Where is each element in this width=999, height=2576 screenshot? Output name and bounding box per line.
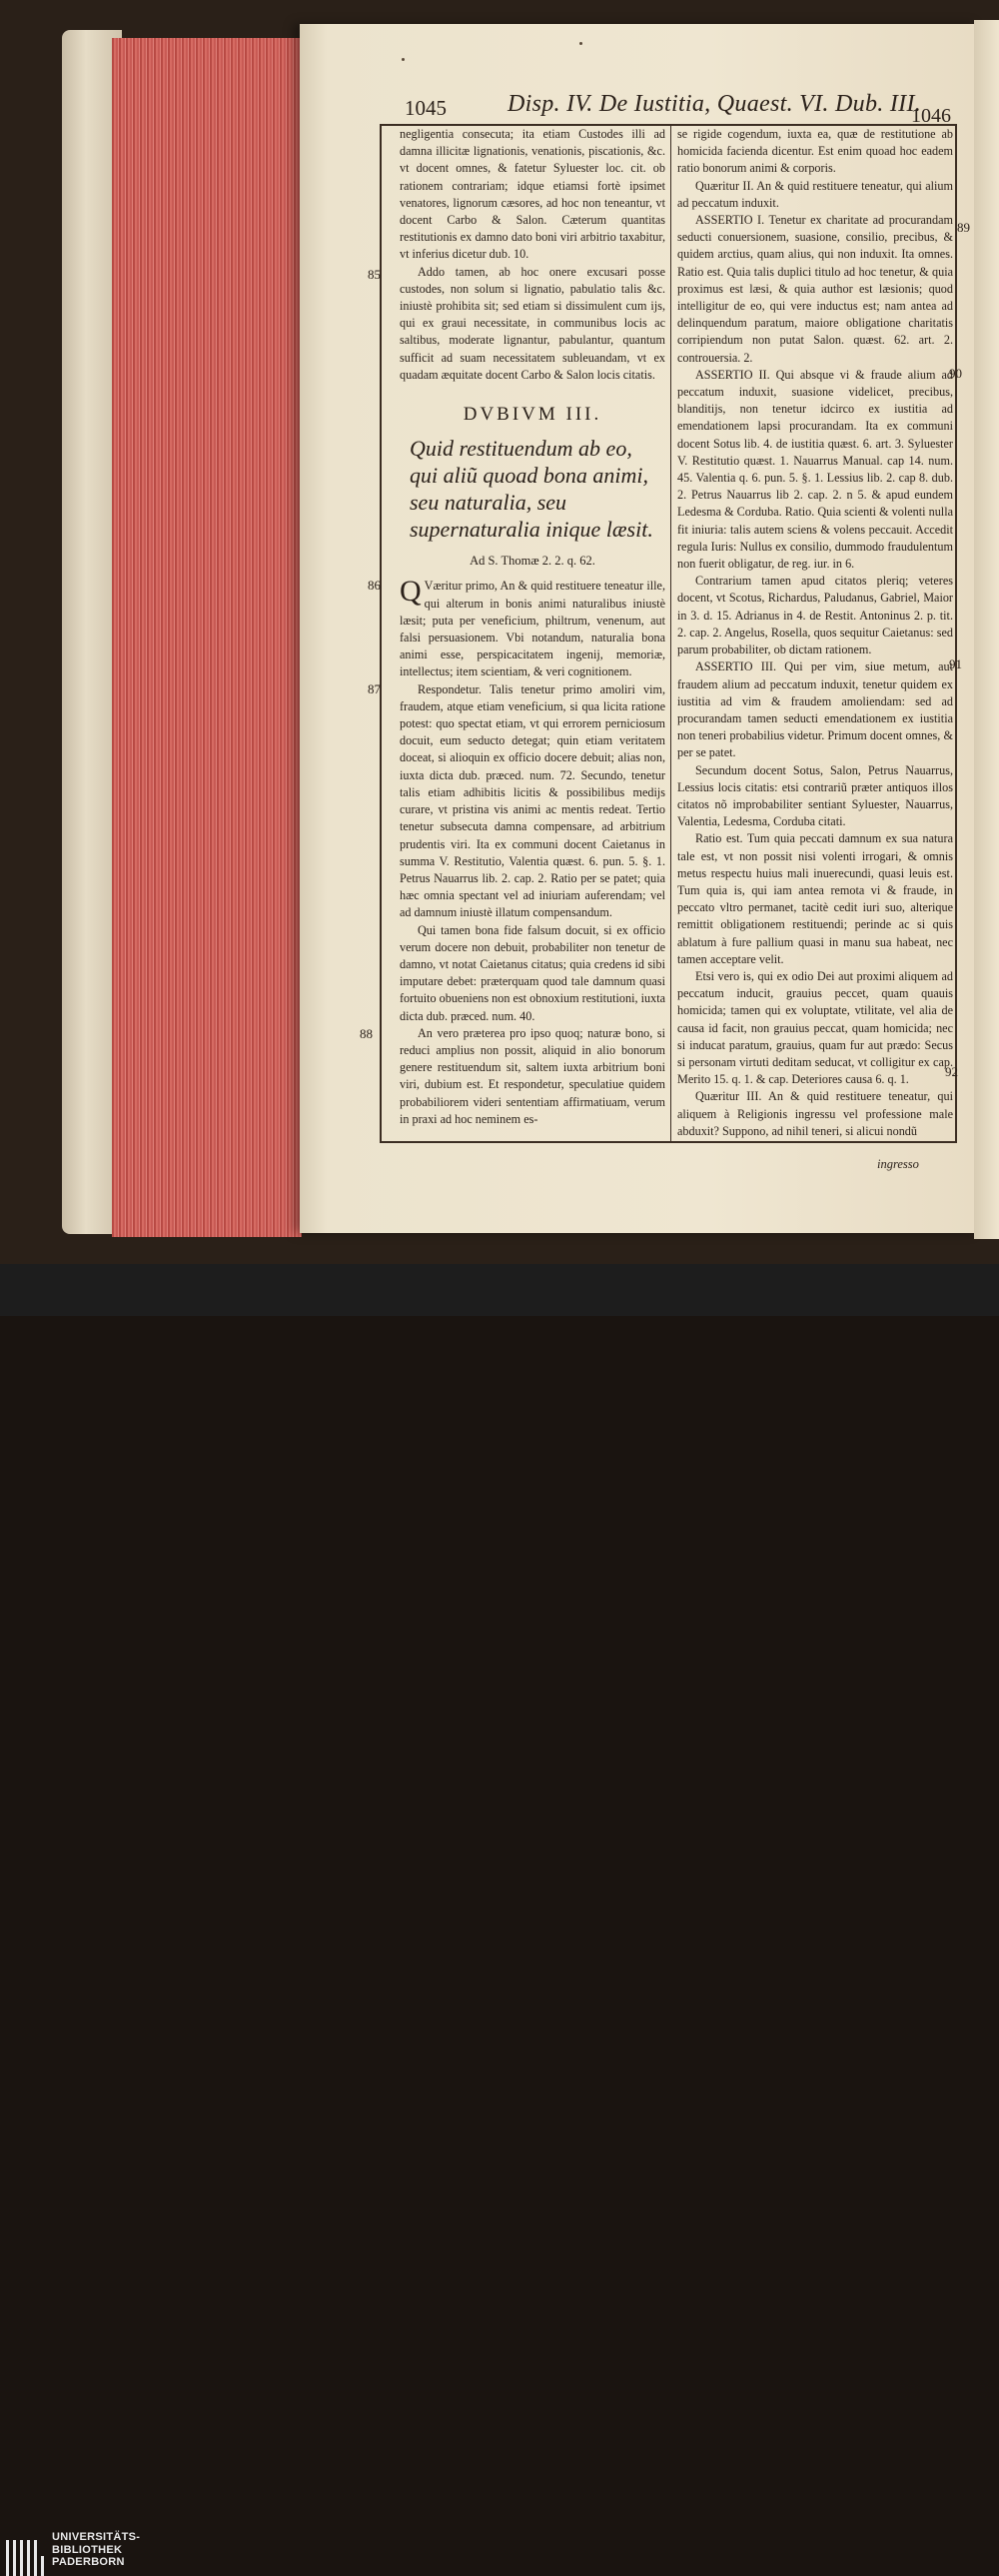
running-head: Disp. IV. De Iustitia, Quaest. VI. Dub. III.: [507, 91, 922, 117]
paragraph: Ratio est. Tum quia peccati damnum ex sua natura tale est, vt non possit nisi volenti irrogari, & omnis metus respectu huius mali inuerecundi, quasi leuis est. Tum quia is, qui iam antea remota vi & fraude, in peccato vltro permanet, tacitè cedit iuri suo, alterique remittit obligationem restituendi; perinde ac si quis ablatum à fure pallium quasi in manu sua habeat, nec tamen acceptare velit.: [677, 831, 953, 966]
paragraph: ASSERTIO II. Qui absque vi & fraude alium ad peccatum induxit, suasione videlicet, precibus, blanditijs, non tenetur idcirco ex iustitia ad emendationem lapsi procurandam. Ita ex communi docent Sotus lib. 4. de iustitia quæst. 6. art. 3. Syluester V. Restitutio quæst. 1. Nauarrus Manual. cap 14. num. 45. Valentia q. 6. pun. 5. §. 1. Lessius lib. 2. cap 8. dub. 2. Petrus Nauarrus lib 2. cap. 2. n 5. & apud eundem Ledesma & Corduba. Ratio. Quia scienti & volenti nulla fit iniuria: talis autem sciens & volens peccauit. Accedit regula Iuris: Nullus ex consilio, dummodo fraudulentum non fuerit obligatur, de reg. iur. in 6.: [677, 367, 953, 572]
paragraph: se rigide cogendum, iuxta ea, quæ de restitutione ab homicida facienda dicentur. Est enim quoad hoc eadem ratio bonorum animi & corporis.: [677, 127, 953, 176]
margin-number-88: 88: [360, 1026, 373, 1041]
section-heading: DVBIVM III.: [463, 404, 602, 426]
paragraph: Væritur primo, An & quid restituere teneatur ille, qui alterum in bonis animi naturalibus iniustè læsit; puta per veneficium, philtrum, venenum, aut falsi persuasionem. Vbi notandum, naturalia bona animi esse, perspicacitatem ingenij, memoriæ, intellectus; item scientiam, & veri cognitionem.: [400, 579, 665, 679]
paragraph: Etsi vero is, qui ex odio Dei aut proximi aliquem ad peccatum inducit, grauius peccet, quam quauis homicida; tamen qui ex voluptate, vtilitate, vel alia de causa id facit, non grauius peccat, quam homicida; nec si inducat paratum, grauius, quam fur aut prædo: Secus si personam virtuti deditam seducat, vt colligitur ex cap. Merito 15. q. 1. & cap. Deteriores causa 6. q. 1.: [677, 968, 953, 1087]
library-name: [52, 2531, 140, 2569]
question-title: Quid restituendum ab eo, qui aliũ quoad bona animi, seu naturalia, seu supernaturalia inique læsit.: [410, 436, 653, 543]
next-page-edge: [974, 20, 999, 1239]
right-text-column: [677, 126, 953, 1140]
catchword: ingresso: [877, 1157, 919, 1171]
margin-number-86: 86: [368, 578, 381, 593]
margin-number-90: 90: [949, 366, 962, 381]
paragraph: Quæritur III. An & quid restituere teneatur, qui aliquem à Religionis ingressu vel professione male abduxit? Suppono, ad nihil teneri, si alicui nondũ: [677, 1089, 953, 1138]
paragraph: Respondetur. Talis tenetur primo amoliri vim, fraudem, atque etiam veneficium, si qua licita ratione potest: quo spectat etiam, vt qui errorem perniciosum docuit, eum seducto detegat; quin etiam veritatem doceat, si alioquin ex officio docere debuit; alias non, iuxta dicta dub. præced. num. 72. Secundo, tenetur talis etiam adhibitis licitis & possibilibus medijs curare, vt pristina vis animi ac mentis redeat. Tertio tenetur subsecuta damna compensare, ad arbitrium prudentis viri. Ita ex communi docent Caietanus in summa V. Restitutio, Valentia quæst. 6. pun. 5. §. 1. Petrus Nauarrus lib. 2. cap. 2. Ratio per se patet; quia hæc omnia spectant vel ad iniuriam auferendam; vel ad damnum iniustè illatum compensandum.: [400, 681, 665, 920]
right-page-number: 1046: [911, 105, 951, 127]
left-text-column: [400, 126, 665, 1128]
paper-speck: [402, 58, 405, 61]
paragraph: Qui tamen bona fide falsum docuit, si ex officio verum docere non debuit, probabiliter non tenetur de damno, vt notat Caietanus citatus; quia credens id sibi imputare debet: præterquam quod tale damnum quasi fortuito obueniens non est obnoxium restitutioni, iuxta dicta dub. præced. num. 40.: [400, 922, 665, 1023]
left-page-number: 1045: [405, 96, 447, 120]
scan-image: [0, 0, 999, 1264]
paragraph: Contrarium tamen apud citatos pleriq; veteres docent, vt Scotus, Richardus, Paludanus, Gabriel, Maior in 3. d. 15. Adrianus in 4. de Restit. Antoninus 2. p. tit. 2. cap. 2. Angelus, Rosella, quos sequitur Caietanus: sed parum probabiliter, ob dictam rationem.: [677, 574, 953, 657]
paragraph: ASSERTIO I. Tenetur ex charitate ad procurandam seducti conuersionem, suasione, consilio, precibus, & quidem arctius, quam alius, qui non induxit. Ita omnes. Ratio est. Quia talis duplici titulo ad hoc tenetur, & quia proximus est læsi, & quia author est læsionis; quod intelligitur de eo, qui vere inductus est; nam antea ad delinquendum paratum, maiore obligatione charitatis corripiendum non putat Salon. quæst. 62. art. 2. controuersia. 2.: [677, 213, 953, 365]
paragraph: An vero præterea pro ipso quoq; naturæ bono, si reduci amplius non possit, aliquid in alio bonorum genere restituendum sit, saltem iuxta arbitrium boni viri, dubium est. Et respondetur, speculatiue quidem probabiliorem videri sententiam affirmatiuam, verum in praxi ad hoc neminem es-: [400, 1025, 665, 1126]
library-logo-icon: [6, 2536, 46, 2576]
margin-number-91: 91: [949, 656, 962, 671]
library-name-line: BIBLIOTHEK: [52, 2543, 123, 2556]
paragraph: Quæritur II. An & quid restituere teneatur, qui alium ad peccatum induxit.: [677, 178, 953, 210]
paragraph: Secundum docent Sotus, Salon, Petrus Nauarrus, Lessius locis citatis: etsi contrariũ præter antiquos illos citatos nõ improbabiliter sentiant Syluester, Nauarrus, Valentia, Ledesma, Corduba citati.: [677, 762, 953, 829]
paper-speck: [579, 42, 582, 45]
source-reference: Ad S. Thomæ 2. 2. q. 62.: [470, 554, 595, 569]
library-name-line: PADERBORN: [52, 2556, 125, 2568]
column-divider: [670, 126, 671, 1143]
margin-number-92: 92: [945, 1064, 958, 1079]
paragraph: ASSERTIO III. Qui per vim, siue metum, aut fraudem alium ad peccatum induxit, tenetur quidem ex iustitia ad vim & fraudem amoliendam: sed ad procurandam tamen seducti emendationem ex iustitia non teneri probabilius videtur. Primum docent omnes, & per se patet.: [677, 659, 953, 760]
margin-number-89: 89: [957, 220, 970, 235]
library-name-line: UNIVERSITÄTS-: [52, 2531, 141, 2543]
drop-cap: Q: [400, 575, 422, 609]
page-edges-red: [112, 38, 302, 1237]
paragraph: Addo tamen, ab hoc onere excusari posse custodes, non solum si lignatio, pabulatio talis &c. iniustè prohibita sit; sed etiam si dissimulent cum ijs, qui ex graui necessitate, in communibus locis ac saltibus, moderate lignantur, pabulantur, quantum sufficit ad suam necessitatem subleuandam, vt ex quadam æquitate docent Carbo & Salon locis citatis.: [400, 264, 665, 382]
margin-number-85: 85: [368, 267, 381, 282]
library-footer: [0, 1264, 999, 2568]
paragraph: negligentia consecuta; ita etiam Custodes illi ad damna illicitæ lignationis, venationis, piscationis, &c. vt docent omnes, & fatetur Syluester loc. cit. ob rationem contrariam; idque etiamsi fortè ipsimet venatores, lignorum cæsores, ad hoc non teneantur, vt docent Carbo & Salon. Cæterum quantitas restitutionis ex damno dato boni viri arbitrio taxabitur, vt inferius dicetur dub. 10.: [400, 127, 665, 262]
margin-number-87: 87: [368, 681, 381, 696]
